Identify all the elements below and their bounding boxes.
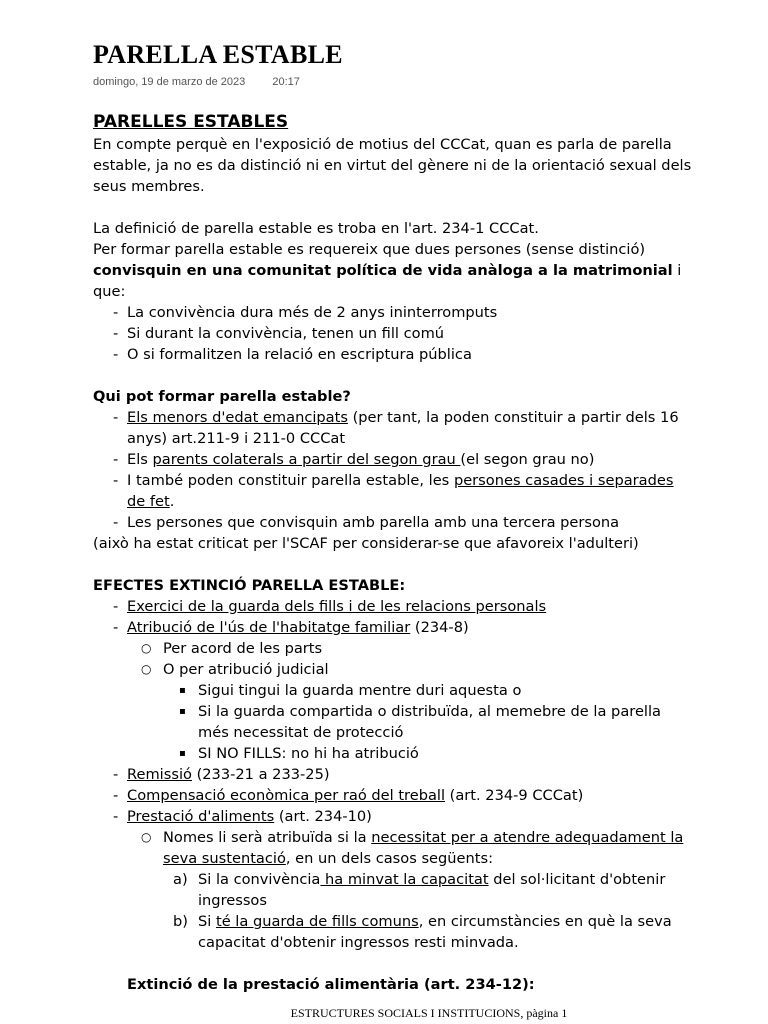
list-item: - O si formalitzen la relació en escriptura pública [113, 346, 472, 363]
list-item: - Exercici de la guarda dels fills i de les relacions personals [113, 598, 547, 615]
list-item: ○ Per acord de les parts [141, 640, 323, 657]
list-item: - Compensació econòmica per raó del treball (art. 234-9 CCCat) [113, 787, 584, 804]
list-item: a) Si la convivència ha minvat la capacitat del sol·licitant d'obtenir ingressos [173, 871, 666, 909]
intro-paragraph: En compte perquè en l'exposició de motius del CCCat, quan es parla de parella estable, ja no es da distinció ni en virtut del gènere ni de la orientació sexual dels seus membres. [93, 136, 692, 195]
timestamp [93, 76, 300, 88]
list-item: - I també poden constituir parella estable, les persones casades i separades de fet. [113, 472, 674, 510]
requirement-line: Per formar parella estable es requereix que dues persones (sense distinció) [93, 241, 646, 258]
note-body [93, 110, 693, 995]
list-item: - Els parents colaterals a partir del segon grau (el segon grau no) [113, 451, 595, 468]
list-item: - Atribució de l'ús de l'habitatge familiar (234-8) [113, 619, 469, 636]
list-item: b) Si té la guarda de fills comuns, en circumstàncies en què la seva capacitat d'obtenir ingressos resti minvada. [173, 913, 672, 951]
requirement-bold: convisquin en una comunitat política de vida anàloga a la matrimonial [93, 262, 673, 279]
section-heading-parelles: PARELLES ESTABLES [93, 112, 289, 132]
extincio-heading: Extinció de la prestació alimentària (art. 234-12): [127, 976, 535, 993]
date-text: domingo, 19 de marzo de 2023 [93, 76, 246, 88]
definition-line: La definició de parella estable es troba en l'art. 234-1 CCCat. [93, 220, 539, 237]
list-item: ○ Nomes li serà atribuïda si la necessitat per a atendre adequadament la seva sustentació, en un dels casos següents: [141, 829, 684, 867]
section-heading-efectes: EFECTES EXTINCIÓ PARELLA ESTABLE: [93, 577, 406, 594]
list-item: - La convivència dura més de 2 anys ininterromputs [113, 304, 498, 321]
page-title: PARELLA ESTABLE [93, 40, 343, 69]
list-item: ▪ Si la guarda compartida o distribuïda, al memebre de la parella més necessitat de protecció [179, 703, 661, 741]
footer-text: ESTRUCTURES SOCIALS I INSTITUCIONS, pàgina 1 [290, 1006, 568, 1020]
note-line: (això ha estat criticat per l'SCAF per considerar-se que afavoreix l'adulteri) [93, 535, 639, 552]
list-item: - Els menors d'edat emancipats (per tant, la poden constituir a partir dels 16 anys) art.211-9 i 211-0 CCCat [113, 409, 679, 447]
list-item: - Prestació d'aliments (art. 234-10) [113, 808, 372, 825]
requirement-line-2 [93, 260, 693, 302]
section-heading-qui: Qui pot formar parella estable? [93, 388, 351, 405]
time-text: 20:17 [272, 76, 300, 88]
list-item: - Si durant la convivència, tenen un fill comú [113, 325, 445, 342]
list-item: - Les persones que convisquin amb parella amb una tercera persona [113, 514, 620, 531]
requirement-rest: i que: [93, 262, 682, 300]
list-item: - Remissió (233-21 a 233-25) [113, 766, 330, 783]
list-item: ○ O per atribució judicial [141, 661, 329, 678]
page-footer [0, 1006, 768, 1021]
list-item: ▪ SI NO FILLS: no hi ha atribució [179, 745, 419, 762]
list-item: ▪ Sigui tingui la guarda mentre duri aquesta o [179, 682, 522, 699]
